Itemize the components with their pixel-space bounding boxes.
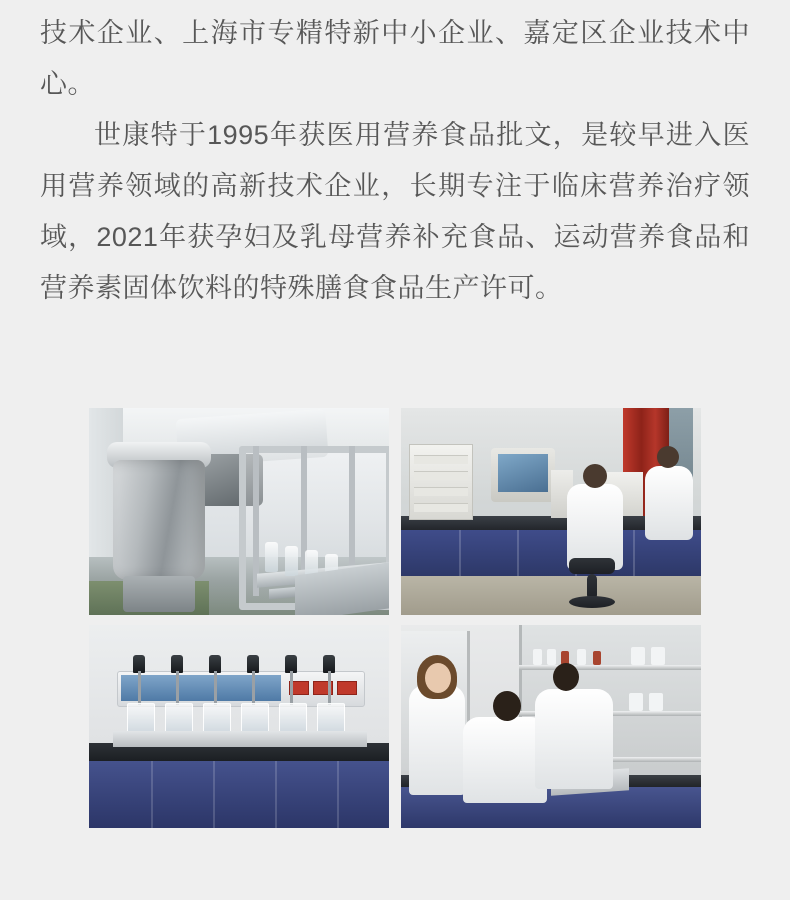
reagent-bottle-large [651, 647, 665, 665]
hplc-instrument [409, 444, 473, 520]
paragraph-2: 世康特于1995年获医用营养食品批文，是较早进入医用营养领域的高新技术企业，长期专注于临床营养治疗领域，2021年获孕妇及乳母营养补充食品、运动营养食品和营养素固体饮料的特殊膳食食品生产许可。 [40, 120, 750, 303]
cabinet-seam [633, 530, 635, 576]
support-rod [328, 671, 331, 705]
photo-extraction-apparatus [89, 625, 389, 828]
reagent-bottle [533, 649, 542, 665]
head-person-center [493, 691, 521, 721]
tank-base [123, 576, 195, 612]
cabinet-seam [337, 761, 339, 828]
reagent-bottle [547, 649, 556, 665]
reagent-bottle-large [631, 647, 645, 665]
stool-base [569, 596, 615, 608]
reagent-bottle-large [629, 693, 643, 711]
bottle [285, 546, 298, 576]
lab-coat-person-right [535, 689, 613, 789]
head-person-right [553, 663, 579, 691]
support-rod [138, 671, 141, 705]
monitor-screen [498, 454, 548, 492]
head-person-left [425, 663, 451, 693]
lab-coat-right [645, 466, 693, 540]
photo-researchers-shelving [401, 625, 701, 828]
head-right [657, 446, 679, 468]
cabinet-seam [275, 761, 277, 828]
cabinet-seam [459, 530, 461, 576]
cabinet-seam [151, 761, 153, 828]
photo-gallery [89, 408, 701, 828]
reagent-bottle-red [593, 651, 601, 665]
support-rod [290, 671, 293, 705]
reagent-bottle-large [649, 693, 663, 711]
lab-stool [569, 558, 615, 574]
photo-mixing-tank [89, 408, 389, 615]
apparatus-panel [121, 675, 281, 701]
paragraph-1: 技术企业、上海市专精特新中小企业、嘉定区企业技术中心。 [40, 18, 750, 99]
apparatus-base [113, 731, 367, 747]
lab-coat-person-left [409, 685, 465, 795]
digital-display [337, 681, 357, 695]
lab-cabinets [89, 761, 389, 828]
article-text-block [0, 0, 790, 314]
reagent-bottle [577, 649, 586, 665]
shelf-board [519, 665, 701, 670]
cabinet-seam [213, 761, 215, 828]
support-rod [252, 671, 255, 705]
support-rod [176, 671, 179, 705]
support-rod [214, 671, 217, 705]
cabinet-seam [517, 530, 519, 576]
head-seated [583, 464, 607, 488]
bottle [265, 542, 278, 572]
floor [401, 576, 701, 615]
photo-hplc-lab [401, 408, 701, 615]
mixing-tank [113, 460, 205, 580]
